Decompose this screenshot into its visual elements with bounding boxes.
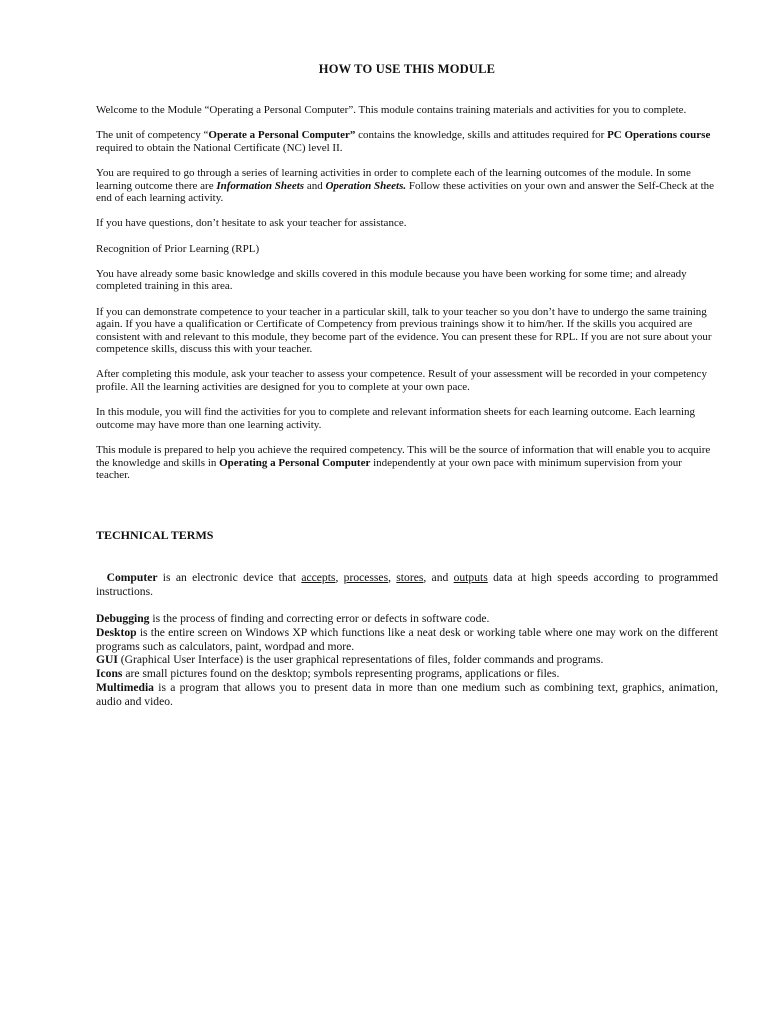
- term-debugging: Debugging: [96, 612, 150, 625]
- computer-definition: [96, 571, 718, 599]
- module-purpose-paragraph: [96, 444, 718, 482]
- gui-def: (Graphical User Interface) is the user graphical representations of files, folder commands and programs.: [117, 653, 604, 667]
- activities-text-2: and: [304, 179, 326, 192]
- desktop-definition: [96, 626, 718, 654]
- separator-2: ,: [388, 571, 397, 584]
- competency-text-2: contains the knowledge, skills and attitudes required for: [355, 129, 608, 142]
- purpose-text-1: This module is prepared to help you achieve the required competency. This will be the source of information that will enable you to acquire the knowledge and skills in: [96, 444, 711, 469]
- operation-sheets-term: Operation Sheets.: [325, 179, 407, 192]
- term-multimedia: Multimedia: [96, 680, 154, 694]
- competency-paragraph: [96, 129, 718, 154]
- questions-paragraph: If you have questions, don’t hesitate to ask your teacher for assistance.: [96, 217, 407, 230]
- course-name: PC Operations course: [607, 129, 711, 142]
- icons-definition: [96, 667, 718, 681]
- welcome-paragraph: [96, 104, 718, 117]
- activities-text-1: You are required to go through a series of learning activities in order to complete each of the learning outcomes of the module. In some learning outcome there are: [96, 166, 691, 192]
- multimedia-definition: [96, 681, 718, 709]
- icons-def: are small pictures found on the desktop; symbols representing programs, applications or files.: [122, 667, 560, 681]
- competency-text-1: The unit of competency “: [96, 129, 209, 142]
- information-sheets-term: Information Sheets: [216, 179, 305, 192]
- welcome-text: Welcome to the Module “Operating a Personal Computer”. This module contains training materials and activities for you to complete.: [96, 104, 687, 116]
- assessment-paragraph: After completing this module, ask your teacher to assess your competence. Result of your assessment will be recorded in your competency profile. All the learning activities are designed for you to complete at your own pace.: [96, 368, 707, 394]
- technical-terms-heading: TECHNICAL TERMS: [96, 528, 214, 542]
- competency-unit-name: Operate a Personal Computer”: [208, 129, 356, 142]
- desktop-def: is the entire screen on Windows XP which functions like a neat desk or working table where one may work on the different programs such as calculators, paint, wordpad and more.: [96, 625, 718, 653]
- word-outputs: outputs: [453, 571, 488, 584]
- rpl-heading: Recognition of Prior Learning (RPL): [96, 242, 260, 255]
- term-desktop: Desktop: [96, 625, 137, 639]
- page-title: HOW TO USE THIS MODULE: [318, 62, 496, 76]
- module-name: Operating a Personal Computer: [219, 456, 371, 469]
- terms-list: [96, 612, 718, 709]
- purpose-text-2: independently at your own pace with minimum supervision from your teacher.: [96, 456, 682, 482]
- word-stores: stores: [396, 571, 424, 584]
- computer-def-text-1: is an electronic device that: [157, 571, 302, 584]
- word-accepts: accepts: [301, 571, 336, 584]
- term-computer: Computer: [106, 571, 158, 584]
- debugging-def: is the process of finding and correcting error or defects in software code.: [149, 612, 490, 625]
- demonstrate-competence-paragraph: If you can demonstrate competence to your teacher in a particular skill, talk to your teacher so you don’t have to undergo the same training again. If you have a qualification or Certificate of Competency from previous trainings show it to him/her. If the skills you acquired are consistent with and relevant to this module, they become part of the evidence. You can present these for RPL. If you are not sure about your competence skills, discuss this with your teacher.: [96, 305, 712, 356]
- prior-knowledge-paragraph: You have already some basic knowledge and skills covered in this module because you have been working for some time; and already completed training in this area.: [96, 267, 687, 293]
- separator-1: ,: [335, 571, 344, 584]
- separator-3: , and: [423, 571, 454, 584]
- intro-section: [96, 104, 718, 494]
- activities-paragraph: [96, 167, 718, 205]
- gui-definition: [96, 653, 718, 667]
- debugging-definition: [96, 612, 718, 626]
- competency-text-3: required to obtain the National Certificate (NC) level II.: [96, 141, 343, 154]
- term-gui: GUI: [96, 653, 118, 667]
- word-processes: processes: [343, 571, 389, 584]
- computer-def-text-2: data at high speeds according to programmed instructions.: [96, 571, 719, 598]
- multimedia-def: is a program that allows you to present data in more than one medium such as combining text, graphics, animation, audio and video.: [96, 680, 718, 708]
- document-page: [96, 0, 718, 1024]
- module-activities-paragraph: In this module, you will find the activities for you to complete and relevant information sheets for each learning outcome. Each learning outcome may have more than one learning activity.: [96, 406, 696, 431]
- term-icons: Icons: [96, 667, 123, 681]
- activities-text-3: Follow these activities on your own and answer the Self-Check at the end of each learning activity.: [96, 179, 715, 205]
